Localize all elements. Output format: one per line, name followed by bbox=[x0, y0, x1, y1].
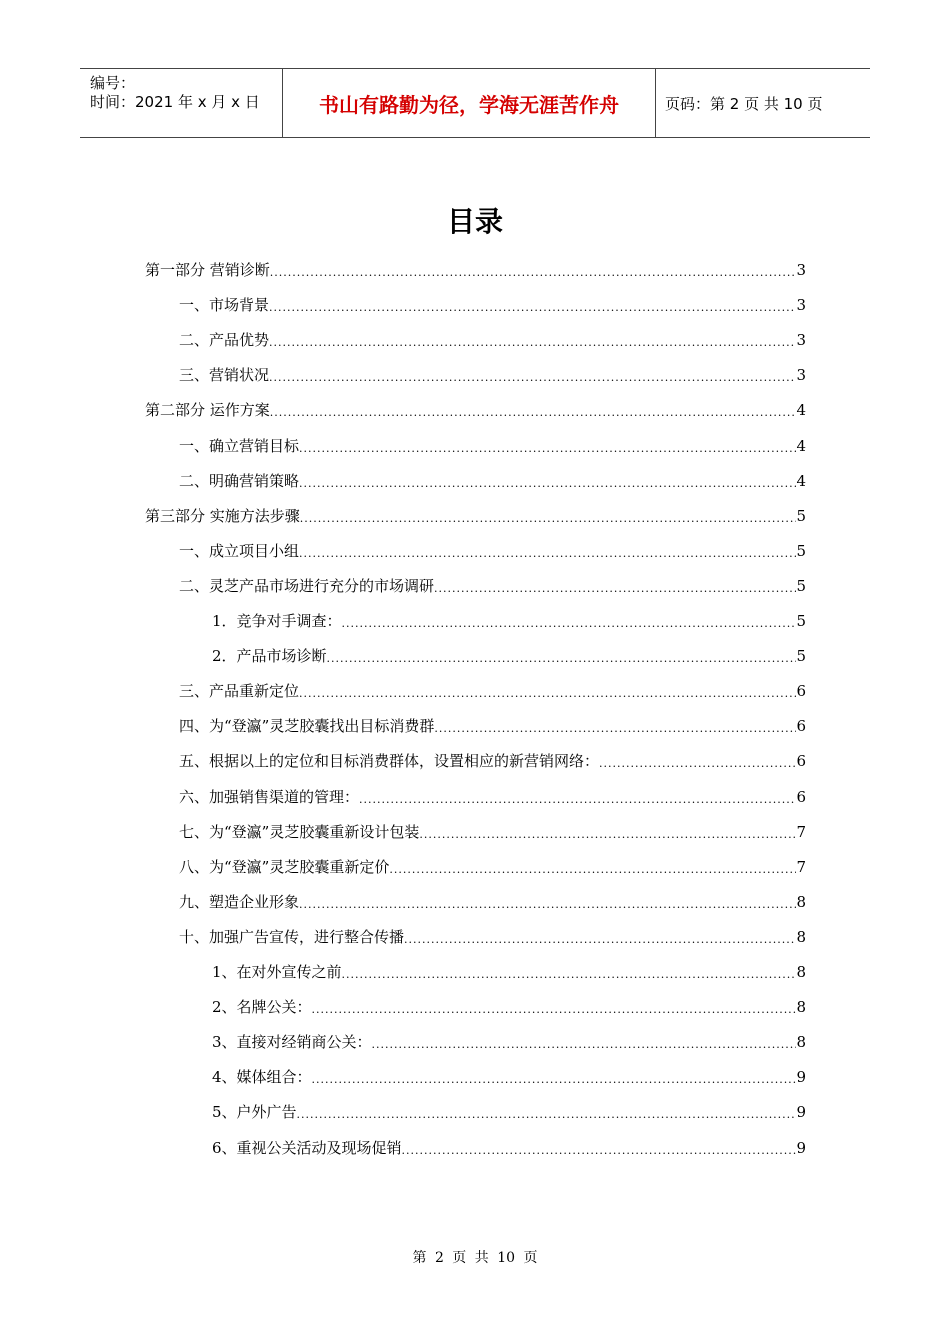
toc-entry-title: 二、灵芝产品市场进行充分的市场调研 bbox=[179, 576, 435, 595]
toc-leader-dots bbox=[299, 685, 796, 703]
toc-leader-dots bbox=[299, 545, 796, 563]
toc-entry[interactable] bbox=[179, 855, 806, 879]
toc-entry-page: 4 bbox=[796, 401, 806, 420]
toc-leader-dots bbox=[389, 861, 796, 879]
toc-leader-dots bbox=[419, 826, 796, 844]
toc-entry-page: 4 bbox=[796, 436, 806, 455]
toc-entry-page: 5 bbox=[796, 506, 806, 525]
header-motto: 书山有路勤为径，学海无涯苦作舟 bbox=[282, 69, 656, 137]
number-label: 编号： bbox=[90, 74, 136, 92]
toc-entry-title: 一、市场背景 bbox=[179, 296, 270, 315]
toc-leader-dots bbox=[402, 1142, 797, 1160]
toc-entry-title: 6、重视公关活动及现场促销 bbox=[212, 1138, 402, 1157]
toc-entry[interactable] bbox=[212, 995, 806, 1019]
toc-leader-dots bbox=[269, 369, 796, 387]
toc-entry[interactable] bbox=[179, 293, 806, 317]
toc-entry-page: 5 bbox=[796, 576, 806, 595]
toc-leader-dots bbox=[299, 475, 796, 493]
toc-entry[interactable] bbox=[212, 960, 806, 984]
toc-entry-page: 3 bbox=[796, 261, 806, 279]
toc-entry-page: 3 bbox=[796, 366, 806, 385]
toc-leader-dots bbox=[312, 1001, 797, 1019]
toc-entry-page: 5 bbox=[796, 541, 806, 560]
toc-leader-dots bbox=[269, 334, 796, 352]
toc-entry-page: 8 bbox=[796, 892, 806, 911]
toc-entry-title: 五、根据以上的定位和目标消费群体，设置相应的新营销网络： bbox=[179, 752, 600, 771]
toc-leader-dots bbox=[359, 791, 796, 809]
toc-entry-page: 9 bbox=[796, 1068, 806, 1087]
toc-entry-page: 5 bbox=[796, 647, 806, 666]
toc-leader-dots bbox=[299, 896, 796, 914]
toc-entry[interactable] bbox=[145, 398, 806, 422]
toc-leader-dots bbox=[269, 299, 796, 317]
toc-entry-page: 8 bbox=[796, 927, 806, 946]
toc-entry-title: 二、产品优势 bbox=[179, 331, 270, 350]
toc-entry-page: 9 bbox=[796, 1103, 806, 1122]
toc-entry-page: 7 bbox=[796, 822, 806, 841]
toc-leader-dots bbox=[270, 404, 797, 422]
toc-entry[interactable] bbox=[179, 890, 806, 914]
toc-leader-dots bbox=[270, 264, 797, 282]
toc-entry[interactable] bbox=[179, 749, 806, 773]
toc-leader-dots bbox=[404, 931, 796, 949]
toc-entry[interactable] bbox=[145, 504, 806, 528]
toc-entry[interactable] bbox=[179, 679, 806, 703]
toc-entry-page: 8 bbox=[796, 963, 806, 981]
toc-leader-dots bbox=[300, 510, 797, 528]
page-header bbox=[80, 68, 870, 138]
toc-leader-dots bbox=[297, 1106, 797, 1124]
page-footer: 第 2 页 共 10 页 bbox=[412, 1250, 538, 1266]
toc-entry-title: 三、产品重新定位 bbox=[179, 682, 300, 701]
toc-entry-title: 第二部分 运作方案 bbox=[145, 401, 270, 420]
toc-entry[interactable] bbox=[179, 469, 806, 493]
toc-entry-page: 3 bbox=[796, 331, 806, 350]
toc-title: 目录 bbox=[446, 205, 503, 238]
toc-entry-page: 9 bbox=[796, 1138, 806, 1157]
toc-entry[interactable] bbox=[212, 1136, 806, 1160]
time-label: 时间：2021 年 x 月 x 日 bbox=[90, 93, 260, 111]
header-meta-cell bbox=[80, 69, 282, 137]
toc-entry-title: 3、直接对经销商公关： bbox=[212, 1033, 372, 1052]
toc-entry-title: 1．竞争对手调查： bbox=[212, 612, 342, 630]
toc-entry-title: 十、加强广告宣传，进行整合传播 bbox=[179, 927, 405, 946]
toc-entry-page: 4 bbox=[796, 471, 806, 490]
toc-entry-title: 九、塑造企业形象 bbox=[179, 892, 300, 911]
toc-entry-page: 3 bbox=[796, 296, 806, 315]
toc-entry-title: 1、在对外宣传之前 bbox=[212, 963, 342, 981]
toc-entry[interactable] bbox=[179, 434, 806, 458]
toc-entry-page: 8 bbox=[796, 1033, 806, 1052]
toc-leader-dots bbox=[299, 440, 796, 458]
toc-entry-title: 第三部分 实施方法步骤 bbox=[145, 506, 300, 525]
toc-entry[interactable] bbox=[179, 785, 806, 809]
toc-leader-dots bbox=[342, 966, 797, 984]
toc-entry[interactable] bbox=[212, 1100, 806, 1124]
toc-entry[interactable] bbox=[212, 644, 806, 668]
toc-entry-title: 七、为“登瀛”灵芝胶囊重新设计包装 bbox=[179, 822, 420, 841]
toc-entry[interactable] bbox=[212, 609, 806, 633]
toc-entry-page: 6 bbox=[796, 717, 806, 736]
toc-leader-dots bbox=[342, 615, 797, 633]
toc-entry-title: 第一部分 营销诊断 bbox=[145, 261, 270, 279]
toc-entry-page: 6 bbox=[796, 682, 806, 701]
toc-entry-title: 2．产品市场诊断 bbox=[212, 647, 327, 666]
toc-entry[interactable] bbox=[179, 574, 806, 598]
toc-entry-title: 四、为“登瀛”灵芝胶囊找出目标消费群 bbox=[179, 717, 435, 736]
toc-entry[interactable] bbox=[212, 1030, 806, 1054]
toc-leader-dots bbox=[312, 1071, 797, 1089]
toc-entry-title: 5、户外广告 bbox=[212, 1103, 297, 1122]
toc-entry[interactable] bbox=[212, 1065, 806, 1089]
toc-leader-dots bbox=[599, 755, 796, 773]
toc-entry-page: 6 bbox=[796, 752, 806, 771]
toc-entry-title: 六、加强销售渠道的管理： bbox=[179, 787, 360, 806]
toc-entry-title: 4、媒体组合： bbox=[212, 1068, 312, 1087]
toc-entry-title: 2、名牌公关： bbox=[212, 998, 312, 1017]
toc-leader-dots bbox=[434, 720, 796, 738]
toc-entry-page: 6 bbox=[796, 787, 806, 806]
header-page-info: 页码：第 2 页 共 10 页 bbox=[665, 94, 823, 113]
toc-entry[interactable] bbox=[179, 925, 806, 949]
toc-entry-page: 7 bbox=[796, 857, 806, 876]
toc-entry[interactable] bbox=[179, 820, 806, 844]
toc-leader-dots bbox=[327, 650, 797, 668]
toc-leader-dots bbox=[372, 1036, 797, 1054]
toc-entry-title: 二、明确营销策略 bbox=[179, 471, 300, 490]
toc-entry[interactable] bbox=[145, 258, 806, 282]
toc-leader-dots bbox=[434, 580, 796, 598]
toc-entry-page: 8 bbox=[796, 998, 806, 1017]
toc-entry-page: 5 bbox=[796, 612, 806, 630]
toc-entry[interactable] bbox=[179, 328, 806, 352]
toc-entry-title: 一、确立营销目标 bbox=[179, 436, 300, 455]
toc-entry[interactable] bbox=[179, 539, 806, 563]
toc-entry-title: 一、成立项目小组 bbox=[179, 541, 300, 560]
toc-entry[interactable] bbox=[179, 363, 806, 387]
toc-entry[interactable] bbox=[179, 714, 806, 738]
toc-entry-title: 八、为“登瀛”灵芝胶囊重新定价 bbox=[179, 857, 390, 876]
toc-entry-title: 三、营销状况 bbox=[179, 366, 270, 385]
